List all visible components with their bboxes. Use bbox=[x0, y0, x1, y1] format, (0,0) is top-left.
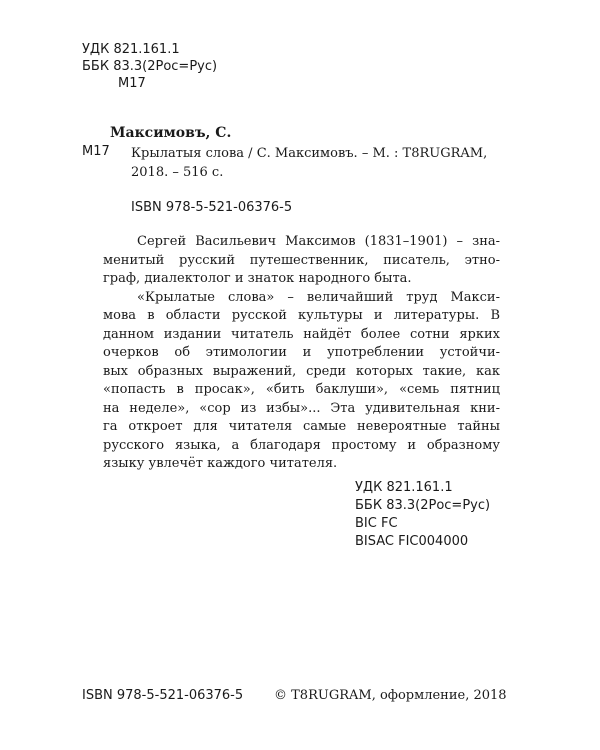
annotation-p2-line: вых образных выражений, среди которых такие, как bbox=[103, 363, 500, 379]
annotation-p2-line: языку увлечёт каждого читателя. bbox=[103, 456, 338, 471]
bic-code: BIC FC bbox=[355, 516, 398, 531]
annotation bbox=[103, 233, 500, 474]
udc-code-top: УДК 821.161.1 bbox=[82, 42, 180, 57]
author-mark-side: М17 bbox=[82, 144, 110, 159]
udc-code: УДК 821.161.1 bbox=[355, 480, 453, 495]
top-classification-block bbox=[82, 41, 217, 75]
annotation-p2-line: на неделе», «сор из избы»... Эта удивительная кни- bbox=[103, 400, 500, 416]
bib-line-title: Крылатыя слова / С. Максимовъ. – М. : T8RUGRAM, bbox=[131, 146, 488, 161]
annotation-p2-line: данном издании читатель найдёт более сотни ярких bbox=[103, 326, 500, 342]
classification-codes bbox=[355, 479, 490, 551]
bbk-code-top: ББК 83.3(2Рос=Рус) bbox=[82, 59, 218, 74]
footer-copyright: © T8RUGRAM, оформление, 2018 bbox=[274, 688, 507, 703]
annotation-p1-line: граф, диалектолог и знаток народного быта. bbox=[103, 271, 412, 286]
annotation-p2-line: русского языка, а благодаря простому и образному bbox=[103, 437, 500, 453]
bbk-code: ББК 83.3(2Рос=Рус) bbox=[355, 498, 491, 513]
bibliographic-description bbox=[131, 144, 487, 182]
annotation-p1-line: Сергей Васильевич Максимов (1831–1901) – зна- bbox=[137, 234, 500, 249]
annotation-p2-line: мова в области русской культуры и литературы. В bbox=[103, 308, 500, 323]
annotation-p2-line: «попасть в просак», «бить баклуши», «семь пятниц bbox=[103, 382, 500, 397]
annotation-p1-line: менитый русский путешественник, писатель, этно- bbox=[103, 252, 500, 268]
isbn-main: ISBN 978-5-521-06376-5 bbox=[131, 200, 293, 215]
annotation-p2-line: очерков об этимологии и употреблении устойчи- bbox=[103, 345, 500, 360]
bib-line-year: 2018. – 516 с. bbox=[131, 165, 224, 180]
bisac-code: BISAC FIC004000 bbox=[355, 534, 469, 549]
annotation-p2-line: га откроет для читателя самые невероятные тайны bbox=[103, 419, 500, 434]
author-mark-top: М17 bbox=[118, 76, 146, 91]
annotation-p2-line: «Крылатые слова» – величайший труд Макси- bbox=[137, 289, 500, 305]
footer-isbn: ISBN 978-5-521-06376-5 bbox=[82, 688, 244, 703]
author-heading: Максимовъ, С. bbox=[110, 125, 232, 141]
